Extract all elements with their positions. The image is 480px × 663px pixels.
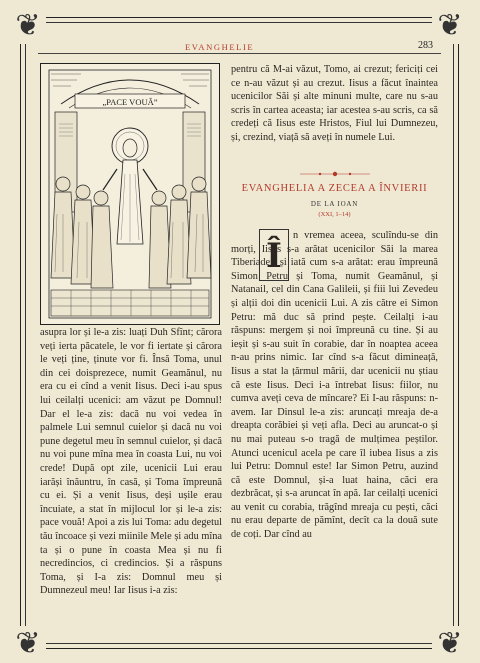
- right-column-bottom-text: [231, 229, 438, 542]
- corner-ornament-bottom-right: ❦: [432, 626, 468, 662]
- illustration-banner-text: „PACE VOUĂ”: [102, 97, 158, 107]
- right-bottom-paragraph: n vremea aceea, sculîndu-se din morți, Iisus s-a arătat ucenicilor Săi la marea Tiberiadei; și iată cum s-a arătat: erau împreună Simon Petru și Toma, numit Geamănul, și Natanail, cel din Cana Galileii, și fiii lui Zevedeu și alții doi din ucenicii Lui. A zis către ei Simon Petru: mă duc să prind pește. Ceilalți i-au răspuns: mergem și noi împreună cu tine. Și au ieșit și s-au suit în corabie, dar în noaptea aceea n-au prins nimic. Iar cînd s-a făcut dimineață, Iisus a stat la țărmul mării, dar ucenicii nu știau că este Iisus. Deci i-a întrebat Iisus: fiilor, nu cumva aveți ceva de mîncare? Ei I-au răspuns: n-avem. Iar Dinsul le-a zis: aruncați mreaja de-a dreapta corăbiei și veți afla. Deci au aruncat-o și nu mai puteau s-o tragă de mulțimea peștilor. Atunci ucenicul acela pe care îl iubea Iisus a zis lui Petru: Domnul este! Iar Simon Petru, auzind că este Domnul, și-a luat haina, căci era dezbrăcat, și s-a aruncat în apă. Iar ceilalți ucenici au venit cu corabia, trăgînd mreaja cu pești, căci nu erau departe de pămînt, decît ca la două sute de coți. Dar cînd au: [231, 230, 438, 541]
- header-rule: [38, 53, 441, 54]
- corner-ornament-top-right: ❦: [432, 8, 468, 44]
- engraving-drawing: [41, 64, 219, 324]
- section-divider-ornament: [300, 170, 370, 178]
- left-bottom-paragraph: asupra lor și le-a zis: luați Duh Sfînt; cărora veți ierta păcatele, le vor fi iertate și cărora le veți ține, ținute vor fi. Însă Toma, unul din cei doisprezece, numit Geamănul, nu era cu ei cînd a venit Iisus. Deci i-au spus lui ceilalți ucenici: am văzut pe Domnul! Dar el le-a zis: dacă nu voi vedea în palmele Lui semnul cuielor și dacă nu voi pune degetul meu în semnul cuielor, și dacă nu voi pune mîna mea în coasta Lui, nu voi crede! După opt zile, ucenicii Lui erau iarăși înăuntru, în casă, și Toma împreună cu ei. Și a venit Iisus, deși ușile erau încuiate, a stat în mijlocul lor și le-a zis: pace vouă! Apoi a zis lui Toma: adu degetul tău încoace și vezi miinile Mele și adu mîna ta și o pune în coasta Mea și nu fi necredincios, ci credincios. Și a răspuns Toma, și I-a zis: Domnul meu și Dumnezeul meu! Iar Iisus i-a zis:: [40, 327, 222, 597]
- corner-ornament-top-left: ❦: [10, 8, 46, 44]
- section-subtitle: DE LA IOAN: [310, 200, 359, 208]
- engraving-illustration: [40, 63, 220, 325]
- page-number: 283: [418, 40, 433, 51]
- drop-cap-letter: Î: [266, 236, 282, 276]
- corner-ornament-bottom-left: ❦: [10, 626, 46, 662]
- section-reference: (XXI, 1–14): [318, 211, 351, 218]
- left-column-bottom-text: [40, 326, 222, 598]
- right-column-top-text: [231, 63, 438, 145]
- right-top-paragraph: pentru că M-ai văzut, Tomo, ai crezut; fericiți cei ce n-au văzut și au crezut. Iisus a făcut înaintea ucenicilor Săi și alte minuni multe, care nu s-au scris în cartea aceasta; iar acestea s-au scris, ca să credeți că Iisus este Hristos, Fiul lui Dumnezeu, și, crezind, viață să aveți în numele Lui.: [231, 64, 438, 143]
- section-title: EVANGHELIA A ZECEA A ÎNVIERII: [241, 183, 428, 194]
- running-header-title: EVANGHELIE: [185, 42, 255, 52]
